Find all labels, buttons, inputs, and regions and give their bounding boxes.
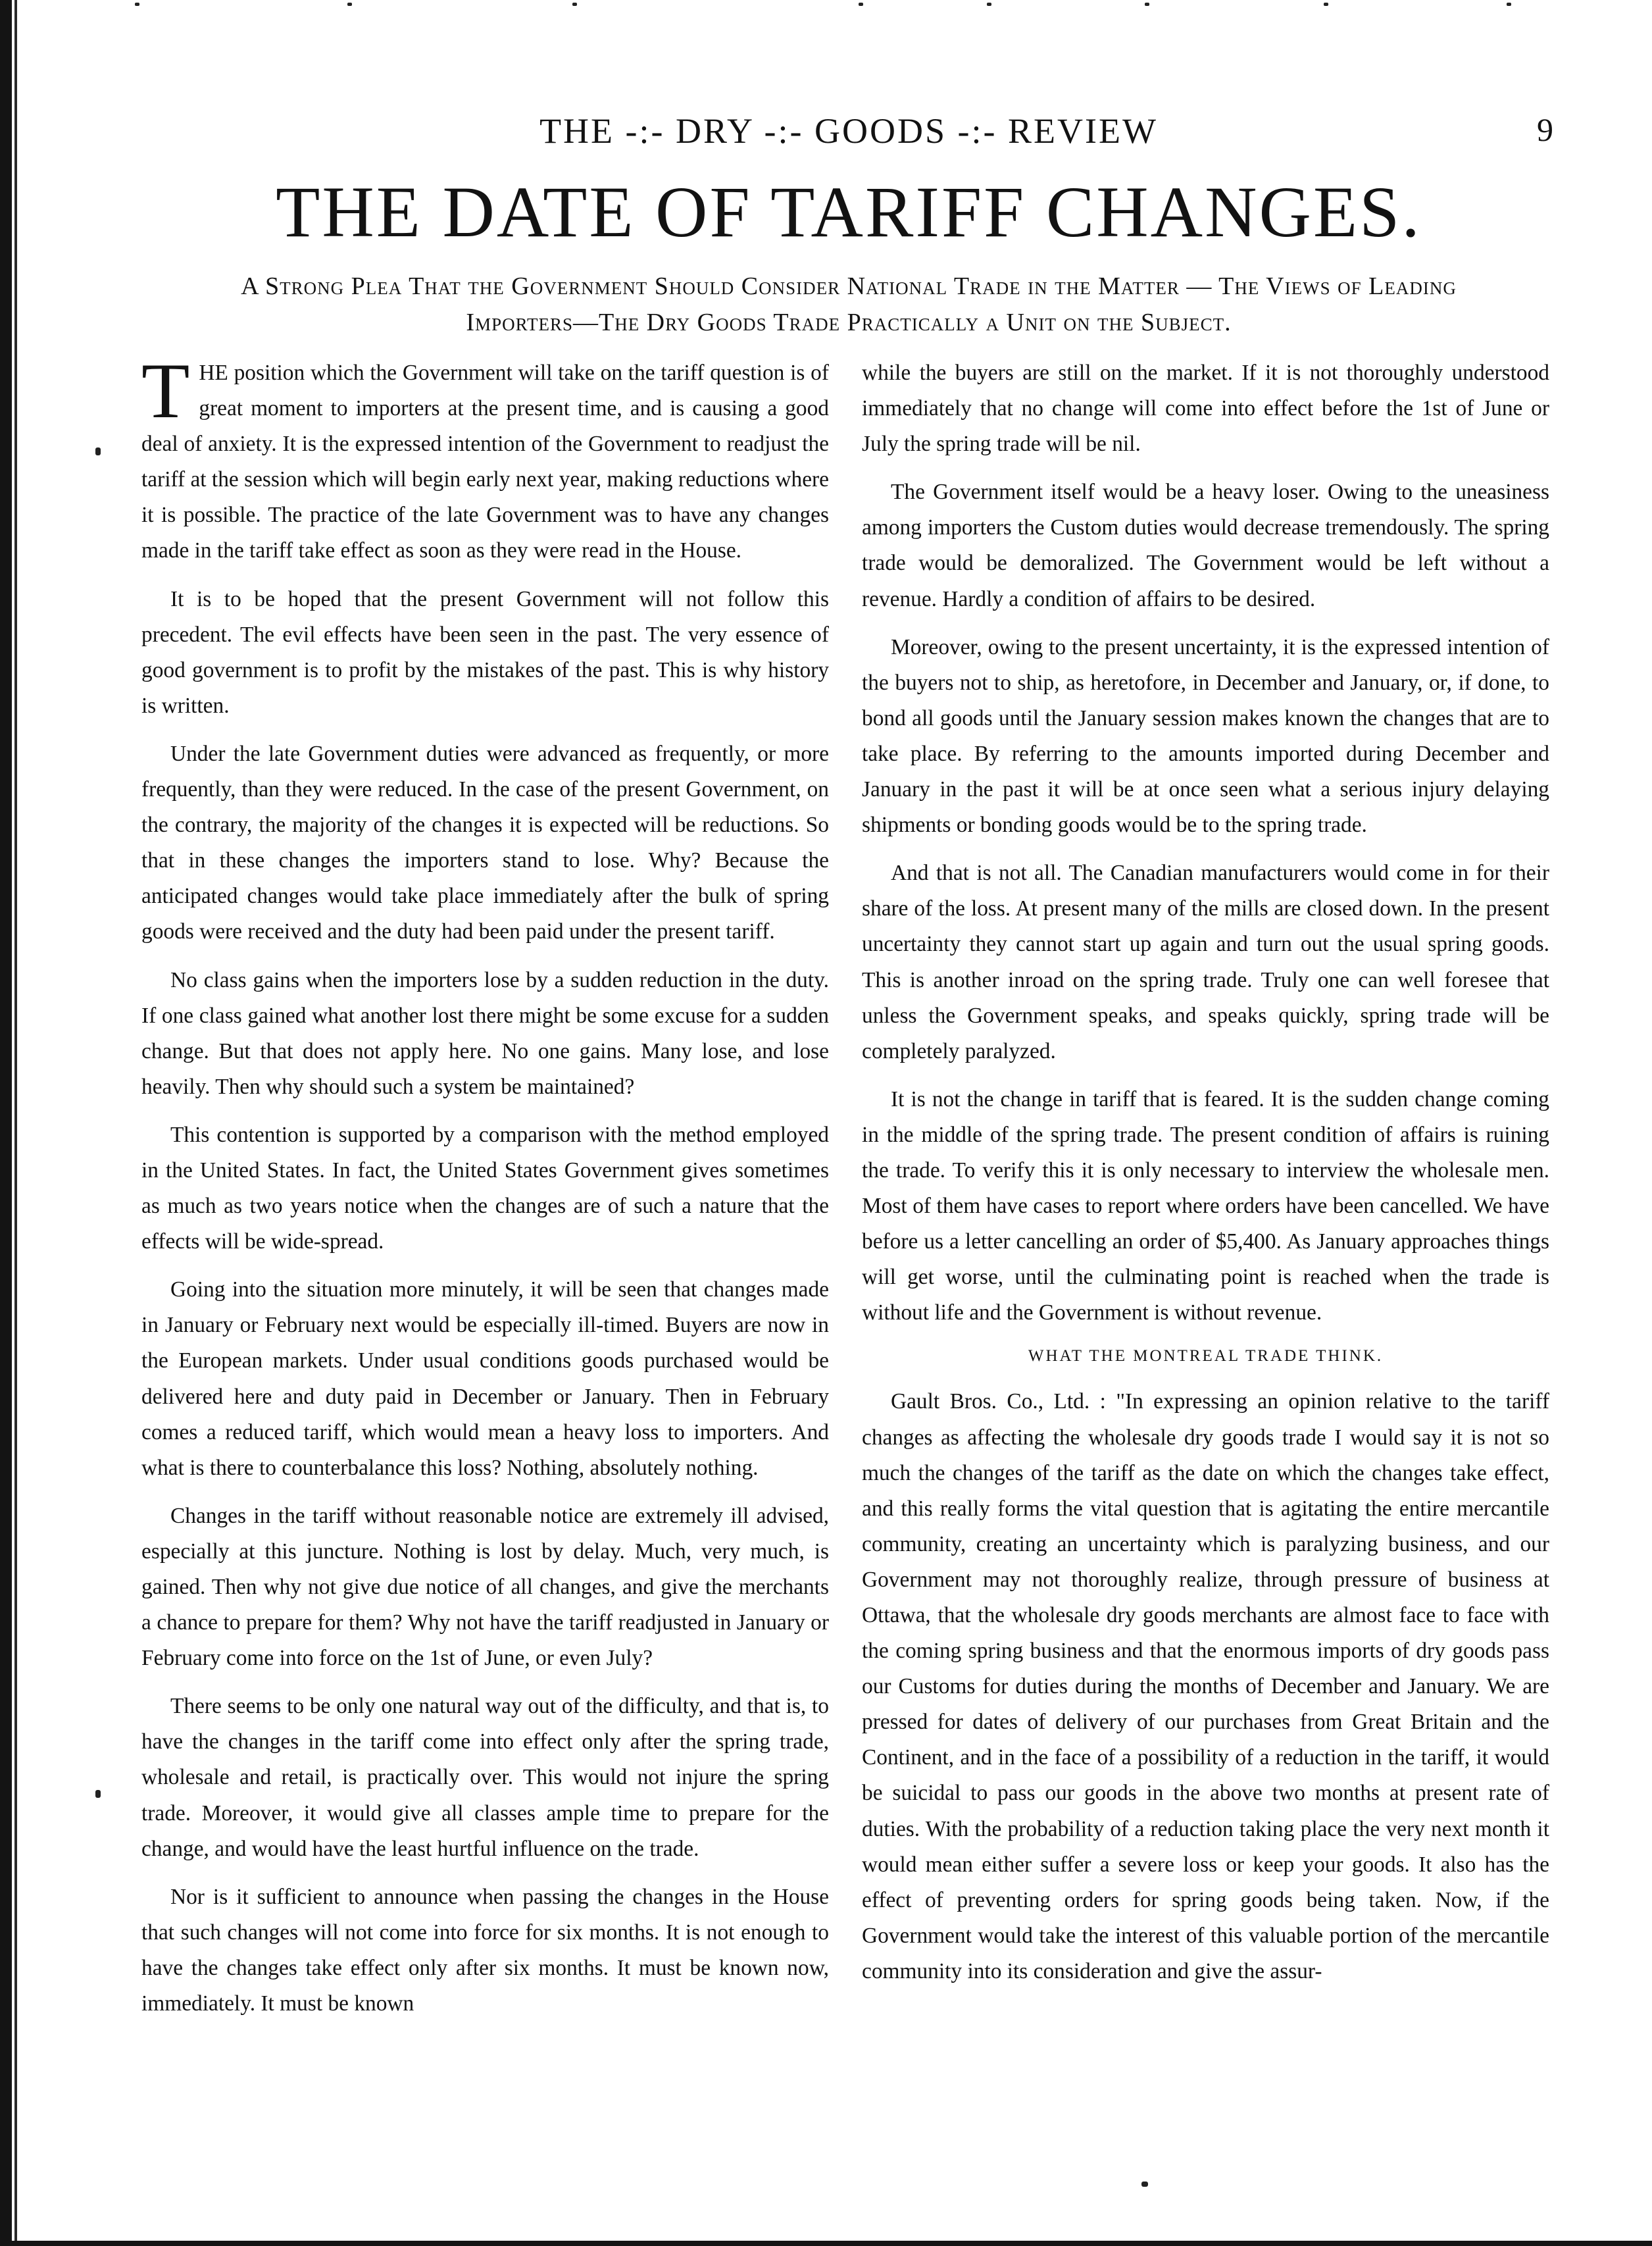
paragraph-9: Nor is it sufficient to announce when passing the changes in the House that such changes will not come into force for six months. It is not enough to have the changes take effect only after six months. It must be known now, immediately. It must be known [141,1884,829,2016]
paragraph-7: Changes in the tariff without reasonable notice are extremely ill advised, especially at this juncture. Nothing is lost by delay. Much, very much, is gained. Then why not give due notice of all changes, and give the merchants a chance to prepare for them? Why not have the tariff readjusted in January or February come into force on the 1st of June, or even July? [141,1503,829,1671]
scan-specks [0,0,1652,11]
page-edge-rule [0,0,12,2246]
paragraph-6: Going into the situation more minutely, it will be seen that changes made in January or February next would be especially ill-timed. Buyers are now in the European markets. Under usual conditions goods purchased would be delivered here and duty paid in December or January. Then in February comes a reduced tariff, which would mean a heavy loss to importers. And what is there to counterbalance this loss? Nothing, absolutely nothing. [141,1277,829,1480]
paragraph-2: It is to be hoped that the present Government will not follow this precedent. The evil effects have been seen in the past. The very essence of good government is to profit by the mistakes of the past. This is why history is written. [141,586,829,718]
subheading-line-2: Importers—The Dry Goods Trade Practically a Unit on the Subject. [466,309,1232,337]
subheading [135,268,1563,341]
page-bottom-rule [0,2241,1652,2246]
page-number: 9 [1537,111,1553,148]
paragraph-12: Moreover, owing to the present uncertainty, it is the expressed intention of the buyers not to ship, as heretofore, in December and January, or, if done, to bond all goods until the January session makes known the changes that are to take place. By referring to the amounts imported during December and January in the past it will be at once seen what a serious injury delaying shipments or bonding goods would be to the spring trade. [862,634,1549,838]
paragraph-11: The Government itself would be a heavy loser. Owing to the uneasiness among importers the Custom duties would decrease tremendously. The spring trade would be demoralized. The Government would be left without a revenue. Hardly a condition of affairs to be desired. [862,480,1549,611]
article-column-right [862,355,1549,1989]
paragraph-8: There seems to be only one natural way out of the difficulty, and that is, to have the changes in the tariff come into effect only after the spring trade, wholesale and retail, is practically over. This would not injure the spring trade. Moreover, it would give all classes ample time to prepare for the change, and would have the least hurtful influence on the trade. [141,1694,829,1861]
paragraph-10: while the buyers are still on the market. If it is not thoroughly understood immediately that no change will come into effect before the 1st of June or July the spring trade will be nil. [862,361,1549,457]
drop-cap: T [141,347,190,434]
section-heading: WHAT THE MONTREAL TRADE THINK. [1028,1347,1384,1365]
subheading-line-1: A Strong Plea That the Government Should Consider National Trade in the Matter — The Views of Leading [241,272,1457,300]
paragraph-4: No class gains when the importers lose by a sudden reduction in the duty. If one class gained what another lost there might be some excuse for a sudden change. But that does not apply here. No one gains. Many lose, and lose heavily. Then why should such a system be maintained? [141,967,829,1099]
scan-speck [95,1790,101,1798]
paragraph-3: Under the late Government duties were advanced as frequently, or more frequently, than they were reduced. In the case of the present Government, on the contrary, the majority of the changes it is expected will be reductions. So that in these changes the importers stand to lose. Why? Because the anticipated changes would take place immediately after the bulk of spring goods were received and the duty had been paid under the present tariff. [141,741,829,944]
paragraph-5: This contention is supported by a comparison with the method employed in the United States. In fact, the United States Government gives sometimes as much as two years notice when the changes are of such a nature that the effects will be wide-spread. [141,1122,829,1254]
article-column-left [141,347,829,2022]
paragraph-1 [141,347,829,569]
paragraph-13: And that is not all. The Canadian manufacturers would come in for their share of the loss. At present many of the mills are closed down. In the present uncertainty they cannot start up again and turn out the usual spring goods. This is another inroad on the spring trade. Truly one can well foresee that unless the Government speaks, and speaks quickly, spring trade will be completely paralyzed. [862,861,1549,1063]
scan-speck [95,447,101,455]
paragraph-14: It is not the change in tariff that is feared. It is the sudden change coming in the middle of the spring trade. The present condition of affairs is ruining the trade. To verify this it is only necessary to interview the wholesale men. Most of them have cases to report where orders have been cancelled. We have before us a letter cancelling an order of $5,400. As January approaches things will get worse, until the culminating point is reached when the trade is without life and the Government is without revenue. [862,1086,1549,1325]
headline: THE DATE OF TARIFF CHANGES. [276,172,1422,252]
paragraph-15: Gault Bros. Co., Ltd. : "In expressing an opinion relative to the tariff changes as affecting the wholesale dry goods trade I would say it is not so much the changes of the tariff as the date on which the changes take effect, and this really forms the vital question that is agitating the entire mercantile community, creating an uncertainty which is paralyzing business, and our Government may not thoroughly realize, through pressure of business at Ottawa, that the wholesale dry goods merchants are almost face to face with the coming spring business and that the enormous imports of dry goods pass our Customs for duties during the months of December and January. We are pressed for dates of delivery of our purchases from Great Britain and the Continent, and in the face of a possibility of a reduction in the tariff, it would be suicidal to pass our goods in the above two months at present rate of duties. With the probability of a reduction taking place the very next month it would mean either suffer a severe loss or keep your goods. It also has the effect of preventing orders for spring goods being taken. Now, if the Government would take the interest of this valuable portion of the mercantile community into its consideration and give the assur- [862,1389,1549,1983]
page-edge-rule-inner [14,0,17,2246]
scan-speck [1141,2182,1148,2187]
paragraph-1-text: HE position which the Government will take on the tariff question is of great moment to importers at the present time, and is causing a good deal of anxiety. It is the expressed intention of the Government to readjust the tariff at the session which will begin early next year, making reductions where it is possible. The practice of the late Government was to have any changes made in the tariff take effect as soon as they were read in the House. [141,361,829,563]
running-header: THE -:- DRY -:- GOODS -:- REVIEW [539,111,1158,151]
